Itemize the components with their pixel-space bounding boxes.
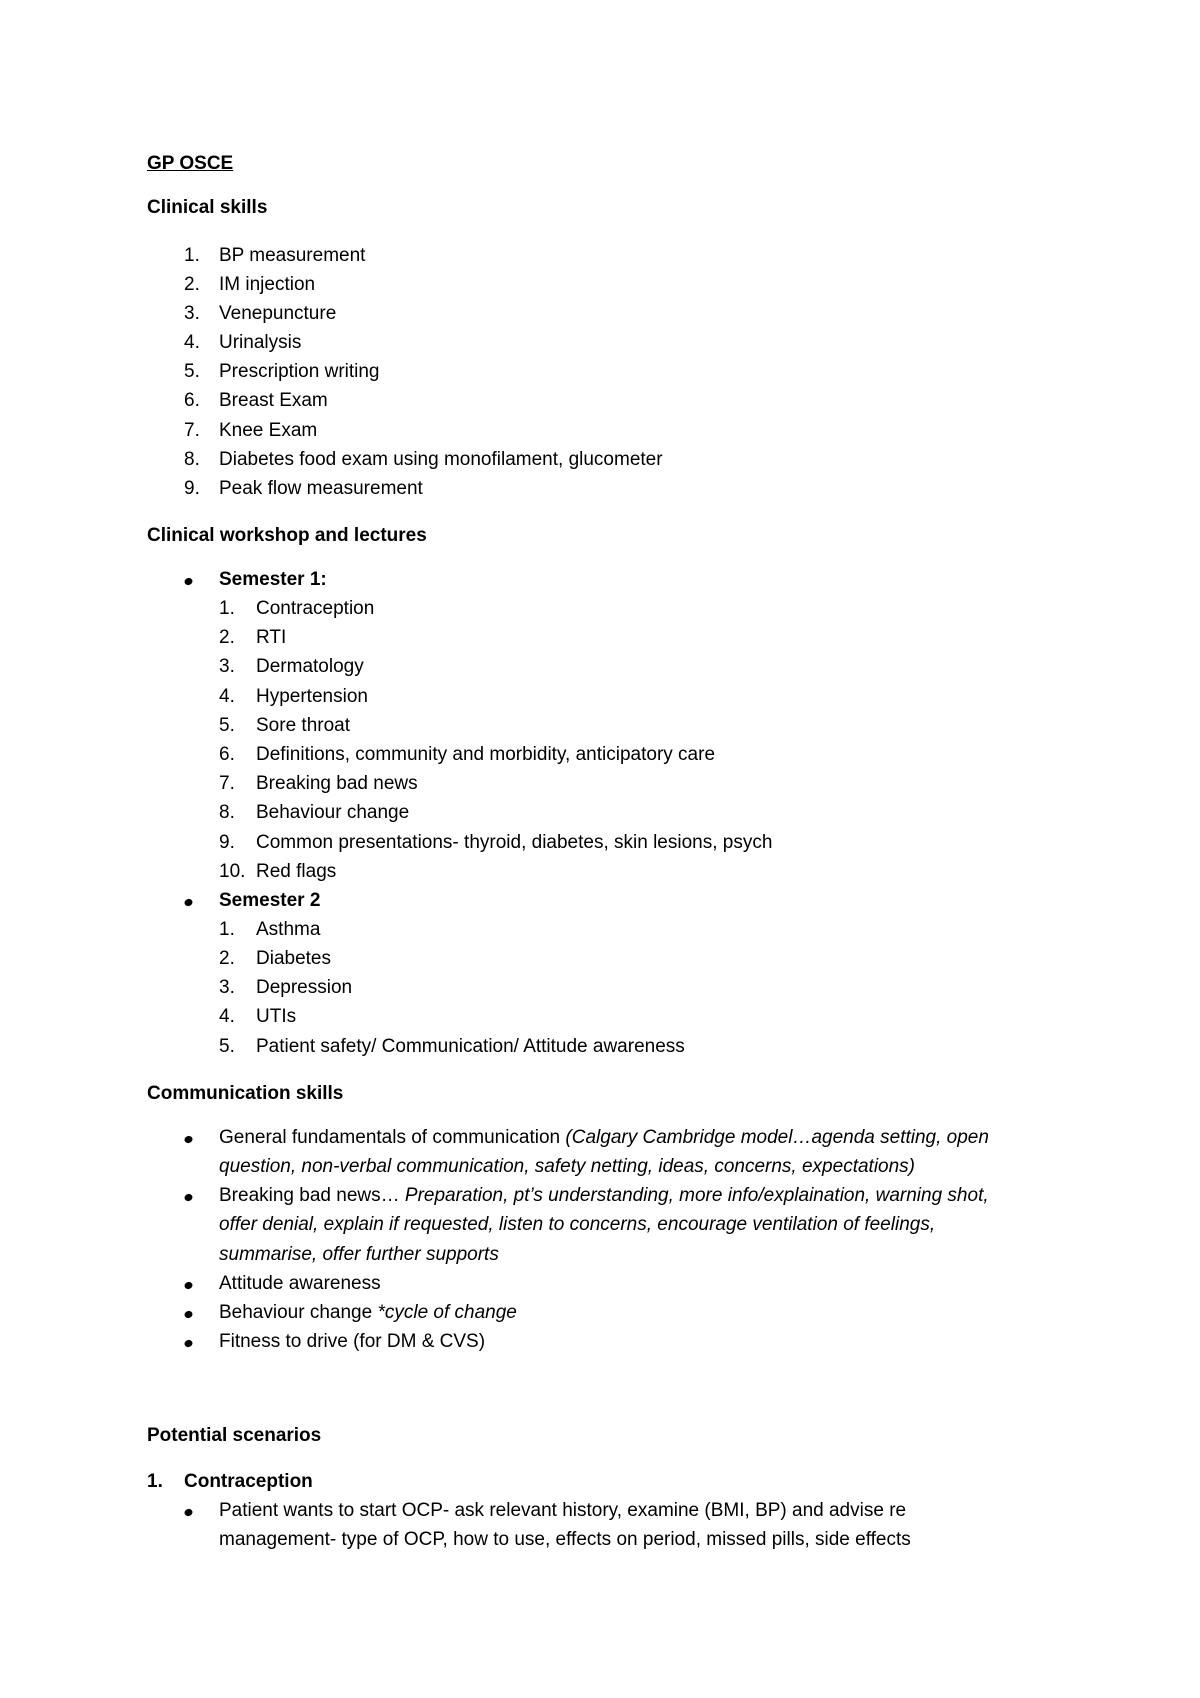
list-number: 1. (184, 245, 200, 266)
bullet-icon (184, 1193, 194, 1202)
list-text: Breaking bad news… (219, 1185, 405, 1206)
list-text: Contraception (256, 598, 375, 619)
list-text: RTI (256, 627, 287, 648)
bullet-icon (184, 1339, 194, 1348)
scenarios-heading: Potential scenarios (147, 1425, 322, 1446)
list-text: Definitions, community and morbidity, anticipatory care (256, 744, 716, 765)
list-number: 5. (219, 715, 235, 736)
list-number: 2. (219, 948, 235, 969)
list-text-italic: offer denial, explain if requested, listen to concerns, encourage ventilation of feelings, (219, 1214, 936, 1235)
list-text: Common presentations- thyroid, diabetes, skin lesions, psych (256, 832, 773, 853)
list-text-italic: Preparation, pt’s understanding, more info/explaination, warning shot, (404, 1185, 989, 1206)
communication-heading: Communication skills (147, 1083, 344, 1104)
list-number: 3. (184, 303, 200, 324)
list-text: IM injection (219, 274, 316, 295)
list-text: Fitness to drive (for DM & CVS) (219, 1331, 486, 1352)
bullet-icon (184, 1135, 194, 1144)
scenario-title: Contraception (184, 1471, 313, 1492)
list-text: Prescription writing (219, 361, 380, 382)
list-number: 3. (219, 977, 235, 998)
list-text: General fundamentals of communication (219, 1127, 566, 1148)
list-number: 7. (219, 773, 235, 794)
semester-2-label: Semester 2 (219, 890, 321, 911)
list-number: 8. (219, 802, 235, 823)
list-number: 10. (219, 861, 246, 882)
list-text: Dermatology (256, 656, 364, 677)
list-number: 3. (219, 656, 235, 677)
list-number: 4. (184, 332, 200, 353)
list-text: Behaviour change (219, 1302, 378, 1323)
list-text: Red flags (256, 861, 337, 882)
list-number: 4. (219, 1006, 235, 1027)
bullet-icon (184, 1310, 194, 1319)
list-text: Attitude awareness (219, 1273, 381, 1294)
list-text: Patient safety/ Communication/ Attitude awareness (256, 1036, 685, 1057)
list-text: BP measurement (219, 245, 366, 266)
list-number: 1. (219, 598, 235, 619)
list-number: 2. (219, 627, 235, 648)
list-text: management- type of OCP, how to use, effects on period, missed pills, side effects (219, 1529, 911, 1550)
list-text-italic: question, non-verbal communication, safety netting, ideas, concerns, expectations) (219, 1156, 915, 1177)
list-text: Patient wants to start OCP- ask relevant history, examine (BMI, BP) and advise re (219, 1500, 907, 1521)
list-text: Breast Exam (219, 390, 328, 411)
list-text: Diabetes (256, 948, 331, 969)
list-text: Urinalysis (219, 332, 302, 353)
list-number: 5. (219, 1036, 235, 1057)
list-text: Asthma (256, 919, 321, 940)
list-number: 6. (184, 390, 200, 411)
list-number: 2. (184, 274, 200, 295)
list-text: Depression (256, 977, 353, 998)
bullet-icon (184, 898, 194, 907)
list-text: Peak flow measurement (219, 478, 423, 499)
bullet-icon (184, 577, 194, 586)
list-number: 7. (184, 420, 200, 441)
clinical-skills-heading: Clinical skills (147, 197, 268, 218)
list-text-italic: summarise, offer further supports (219, 1244, 499, 1265)
list-text: UTIs (256, 1006, 297, 1027)
list-number: 8. (184, 449, 200, 470)
list-number: 4. (219, 686, 235, 707)
list-text: Sore throat (256, 715, 350, 736)
list-number: 1. (147, 1471, 163, 1492)
semester-1-label: Semester 1: (219, 569, 327, 590)
list-text: Behaviour change (256, 802, 410, 823)
list-number: 9. (219, 832, 235, 853)
list-text-italic: (Calgary Cambridge model…agenda setting, open (565, 1127, 989, 1148)
list-number: 6. (219, 744, 235, 765)
list-text: Diabetes food exam using monofilament, glucometer (219, 449, 663, 470)
list-number: 5. (184, 361, 200, 382)
bullet-icon (184, 1281, 194, 1290)
list-number: 1. (219, 919, 235, 940)
list-text: Venepuncture (219, 303, 337, 324)
list-text-italic: *cycle of change (377, 1302, 517, 1323)
list-text: Hypertension (256, 686, 368, 707)
list-text: Knee Exam (219, 420, 318, 441)
list-text: Breaking bad news (256, 773, 418, 794)
workshops-heading: Clinical workshop and lectures (147, 525, 427, 546)
list-number: 9. (184, 478, 200, 499)
bullet-icon (184, 1508, 194, 1517)
document-title: GP OSCE (147, 153, 234, 174)
